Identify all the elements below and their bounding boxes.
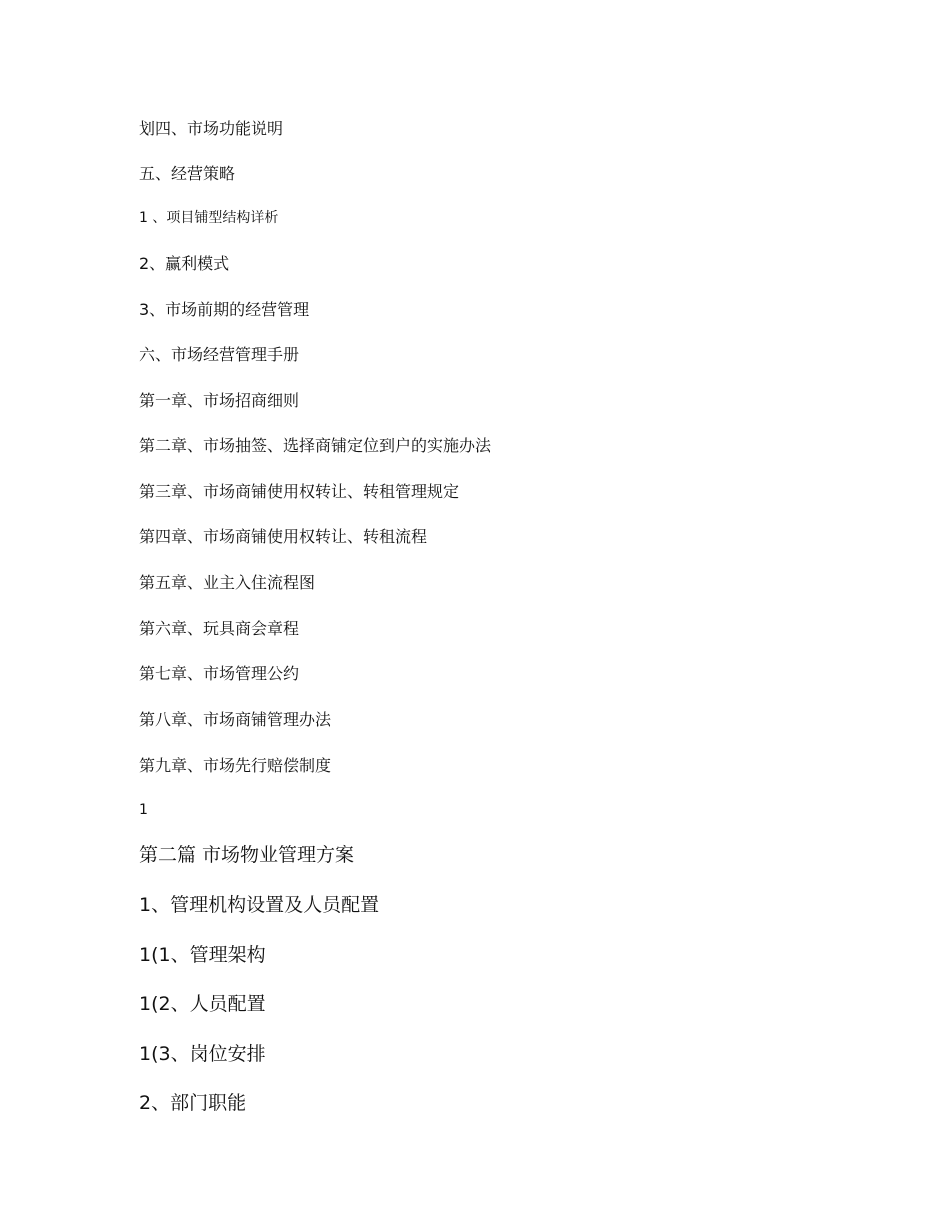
toc-line: 第二章、市场抽签、选择商铺定位到户的实施办法 [139, 436, 492, 455]
toc-line: 第八章、市场商铺管理办法 [139, 710, 332, 729]
page-number: 1 [139, 802, 148, 818]
toc-line: 第七章、市场管理公约 [139, 664, 300, 683]
toc-line: 1 、项目铺型结构详析 [139, 210, 279, 226]
toc-line: 划四、市场功能说明 [139, 119, 284, 138]
toc-line: 3、市场前期的经营管理 [139, 300, 310, 319]
section-item: 1(1、管理架构 [139, 944, 266, 966]
section-item: 2、部门职能 [139, 1092, 247, 1114]
section-item: 1(2、人员配置 [139, 993, 266, 1015]
toc-line: 第一章、市场招商细则 [139, 391, 300, 410]
section-item: 1、管理机构设置及人员配置 [139, 894, 380, 916]
section-item: 1(3、岗位安排 [139, 1043, 266, 1065]
toc-line: 2、赢利模式 [139, 254, 230, 273]
toc-line: 第四章、市场商铺使用权转让、转租流程 [139, 527, 428, 546]
toc-line: 六、市场经营管理手册 [139, 345, 300, 364]
section-title: 第二篇 市场物业管理方案 [139, 844, 355, 866]
toc-line: 第六章、玩具商会章程 [139, 619, 300, 638]
toc-line: 第九章、市场先行赔偿制度 [139, 756, 332, 775]
toc-line: 五、经营策略 [139, 164, 236, 183]
toc-line: 第三章、市场商铺使用权转让、转租管理规定 [139, 482, 460, 501]
toc-line: 第五章、业主入住流程图 [139, 573, 316, 592]
